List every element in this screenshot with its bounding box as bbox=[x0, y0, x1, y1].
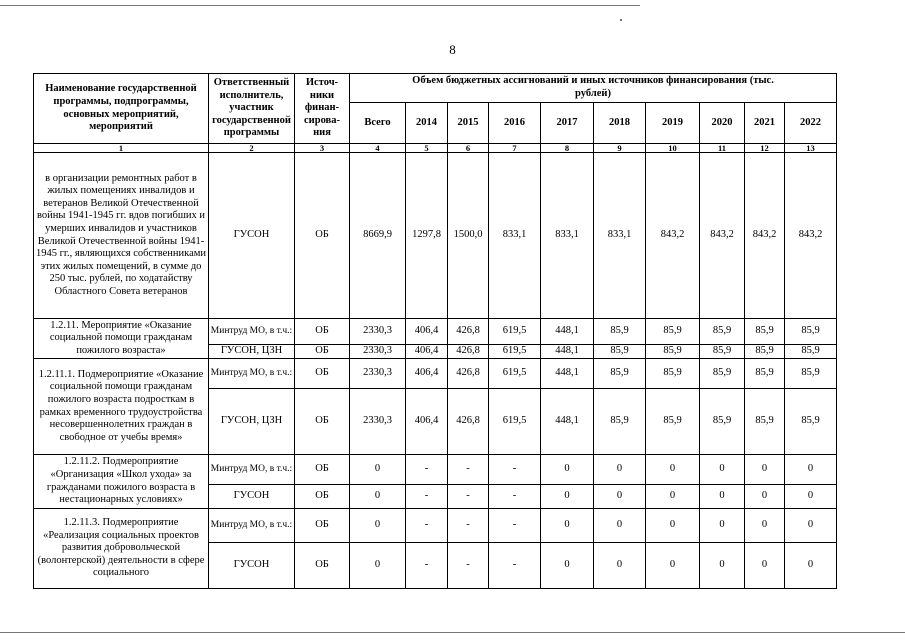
row-total: 2330,3 bbox=[350, 359, 406, 389]
header-year: 2015 bbox=[448, 103, 489, 144]
row-source: ОБ bbox=[295, 455, 350, 485]
row-year-value: 85,9 bbox=[594, 319, 646, 345]
column-number: 1 bbox=[34, 144, 209, 153]
header-total: Всего bbox=[350, 103, 406, 144]
bottom-rule bbox=[0, 632, 905, 633]
row-source: ОБ bbox=[295, 345, 350, 359]
row-year-value: 85,9 bbox=[646, 345, 700, 359]
table-row bbox=[34, 153, 837, 319]
row-year-value: - bbox=[448, 543, 489, 589]
header-year: 2018 bbox=[594, 103, 646, 144]
row-year-value: 0 bbox=[541, 509, 594, 543]
row-year-value: 85,9 bbox=[700, 319, 745, 345]
row-year-value: 0 bbox=[594, 455, 646, 485]
row-year-value: 0 bbox=[785, 509, 837, 543]
row-year-value: 0 bbox=[785, 485, 837, 509]
row-year-value: 0 bbox=[594, 509, 646, 543]
row-year-value: 406,4 bbox=[406, 359, 448, 389]
row-total: 2330,3 bbox=[350, 319, 406, 345]
row-year-value: 0 bbox=[646, 543, 700, 589]
row-year-value: - bbox=[489, 455, 541, 485]
column-number: 7 bbox=[489, 144, 541, 153]
column-number: 11 bbox=[700, 144, 745, 153]
row-year-value: - bbox=[448, 485, 489, 509]
header-source: Источ-ники финан-сирова-ния bbox=[295, 74, 350, 144]
column-number: 5 bbox=[406, 144, 448, 153]
row-year-value: - bbox=[406, 485, 448, 509]
row-name: в организации ремонтных работ в жилых помещениях инвалидов и ветеранов Великой Отечественной войны 1941-1945 гг. вдов погибших и умерших инвалидов и участников Великой Отечественной войны 1941-1945 гг., являющихся собственниками этих жилых помещений, в сумме до 250 тыс. рублей, по ходатайству Областного Совета ветеранов bbox=[34, 153, 209, 319]
row-year-value: 0 bbox=[594, 543, 646, 589]
header-year: 2021 bbox=[745, 103, 785, 144]
row-year-value: 85,9 bbox=[646, 359, 700, 389]
row-year-value: 85,9 bbox=[785, 389, 837, 455]
row-year-value: 0 bbox=[646, 509, 700, 543]
row-executor: Минтруд МО, в т.ч.: bbox=[209, 455, 295, 485]
budget-table bbox=[33, 73, 837, 589]
column-number: 4 bbox=[350, 144, 406, 153]
row-year-value: - bbox=[448, 509, 489, 543]
header-year: 2022 bbox=[785, 103, 837, 144]
row-year-value: 426,8 bbox=[448, 345, 489, 359]
row-executor: Минтруд МО, в т.ч.: bbox=[209, 359, 295, 389]
row-year-value: 0 bbox=[700, 543, 745, 589]
row-year-value: 85,9 bbox=[745, 319, 785, 345]
row-executor: ГУСОН bbox=[209, 485, 295, 509]
row-year-value: 843,2 bbox=[700, 153, 745, 319]
header-name: Наименование государственной программы, подпрограммы, основных мероприятий, мероприятий bbox=[34, 74, 209, 144]
scan-dot bbox=[620, 19, 622, 21]
row-year-value: 1500,0 bbox=[448, 153, 489, 319]
row-year-value: - bbox=[489, 485, 541, 509]
column-number: 2 bbox=[209, 144, 295, 153]
table-row bbox=[34, 359, 837, 389]
row-year-value: 85,9 bbox=[700, 359, 745, 389]
row-year-value: - bbox=[406, 455, 448, 485]
row-year-value: 85,9 bbox=[785, 359, 837, 389]
row-name: 1.2.11.3. Подмероприятие «Реализация социальных проектов развития добровольческой (волонтерской) деятельности в сфере социального bbox=[34, 509, 209, 589]
row-year-value: 406,4 bbox=[406, 345, 448, 359]
row-year-value: 0 bbox=[745, 485, 785, 509]
row-year-value: 619,5 bbox=[489, 345, 541, 359]
row-year-value: 426,8 bbox=[448, 359, 489, 389]
row-name: 1.2.11.2. Подмероприятие «Организация «Школ ухода» за гражданами пожилого возраста в нестационарных условиях» bbox=[34, 455, 209, 509]
row-year-value: 0 bbox=[541, 455, 594, 485]
row-year-value: 0 bbox=[541, 543, 594, 589]
header-year: 2014 bbox=[406, 103, 448, 144]
row-year-value: 85,9 bbox=[594, 359, 646, 389]
row-executor: Минтруд МО, в т.ч.: bbox=[209, 509, 295, 543]
row-executor: ГУСОН bbox=[209, 153, 295, 319]
header-executor: Ответственный исполнитель, участник государственной программы bbox=[209, 74, 295, 144]
row-total: 2330,3 bbox=[350, 345, 406, 359]
row-year-value: 619,5 bbox=[489, 319, 541, 345]
row-year-value: 85,9 bbox=[594, 345, 646, 359]
row-year-value: 85,9 bbox=[594, 389, 646, 455]
page-number: 8 bbox=[449, 42, 456, 57]
row-year-value: 0 bbox=[646, 485, 700, 509]
row-year-value: 85,9 bbox=[785, 319, 837, 345]
table-row bbox=[34, 455, 837, 485]
row-year-value: 833,1 bbox=[594, 153, 646, 319]
row-year-value: 85,9 bbox=[745, 359, 785, 389]
row-year-value: 833,1 bbox=[541, 153, 594, 319]
row-year-value: 85,9 bbox=[700, 345, 745, 359]
row-year-value: 448,1 bbox=[541, 345, 594, 359]
row-year-value: 448,1 bbox=[541, 319, 594, 345]
row-year-value: - bbox=[406, 543, 448, 589]
header-volume: Объем бюджетных ассигнований и иных источников финансирования (тыс. рублей) bbox=[350, 74, 837, 103]
row-year-value: 0 bbox=[646, 455, 700, 485]
column-number-row bbox=[34, 144, 837, 153]
row-name: 1.2.11. Мероприятие «Оказание социальной помощи гражданам пожилого возраста» bbox=[34, 319, 209, 359]
table-row bbox=[34, 509, 837, 543]
row-total: 2330,3 bbox=[350, 389, 406, 455]
row-year-value: 1297,8 bbox=[406, 153, 448, 319]
row-year-value: 85,9 bbox=[745, 345, 785, 359]
row-total: 8669,9 bbox=[350, 153, 406, 319]
row-year-value: 0 bbox=[745, 543, 785, 589]
row-source: ОБ bbox=[295, 389, 350, 455]
table-row bbox=[34, 319, 837, 345]
row-year-value: - bbox=[448, 455, 489, 485]
column-number: 13 bbox=[785, 144, 837, 153]
row-year-value: 85,9 bbox=[646, 389, 700, 455]
column-number: 8 bbox=[541, 144, 594, 153]
row-year-value: 843,2 bbox=[745, 153, 785, 319]
row-year-value: 833,1 bbox=[489, 153, 541, 319]
header-year: 2017 bbox=[541, 103, 594, 144]
row-executor: ГУСОН, ЦЗН bbox=[209, 389, 295, 455]
row-year-value: - bbox=[489, 543, 541, 589]
row-source: ОБ bbox=[295, 509, 350, 543]
row-year-value: 85,9 bbox=[745, 389, 785, 455]
row-source: ОБ bbox=[295, 319, 350, 345]
column-number: 9 bbox=[594, 144, 646, 153]
column-number: 6 bbox=[448, 144, 489, 153]
row-year-value: 619,5 bbox=[489, 389, 541, 455]
top-rule bbox=[0, 5, 640, 6]
row-total: 0 bbox=[350, 509, 406, 543]
column-number: 10 bbox=[646, 144, 700, 153]
row-year-value: 0 bbox=[745, 455, 785, 485]
column-number: 3 bbox=[295, 144, 350, 153]
header-year: 2019 bbox=[646, 103, 700, 144]
row-year-value: 0 bbox=[700, 509, 745, 543]
row-year-value: 426,8 bbox=[448, 319, 489, 345]
row-total: 0 bbox=[350, 543, 406, 589]
row-year-value: 448,1 bbox=[541, 389, 594, 455]
row-year-value: 0 bbox=[745, 509, 785, 543]
column-number: 12 bbox=[745, 144, 785, 153]
row-year-value: 406,4 bbox=[406, 319, 448, 345]
header-row-1 bbox=[34, 74, 837, 103]
row-year-value: 619,5 bbox=[489, 359, 541, 389]
row-name: 1.2.11.1. Подмероприятие «Оказание социальной помощи гражданам пожилого возраста подросткам в рамках временного трудоустройства несовершеннолетних граждан в свободное от учебы время» bbox=[34, 359, 209, 455]
row-total: 0 bbox=[350, 485, 406, 509]
row-year-value: 0 bbox=[700, 485, 745, 509]
row-year-value: 0 bbox=[594, 485, 646, 509]
row-year-value: 0 bbox=[700, 455, 745, 485]
row-year-value: 0 bbox=[785, 543, 837, 589]
row-source: ОБ bbox=[295, 359, 350, 389]
row-executor: ГУСОН bbox=[209, 543, 295, 589]
row-source: ОБ bbox=[295, 153, 350, 319]
header-year: 2016 bbox=[489, 103, 541, 144]
row-year-value: - bbox=[406, 509, 448, 543]
row-executor: Минтруд МО, в т.ч.: bbox=[209, 319, 295, 345]
row-year-value: 843,2 bbox=[785, 153, 837, 319]
row-year-value: 85,9 bbox=[785, 345, 837, 359]
row-year-value: 0 bbox=[785, 455, 837, 485]
row-year-value: 85,9 bbox=[700, 389, 745, 455]
row-year-value: 0 bbox=[541, 485, 594, 509]
row-year-value: 406,4 bbox=[406, 389, 448, 455]
row-source: ОБ bbox=[295, 543, 350, 589]
row-total: 0 bbox=[350, 455, 406, 485]
row-year-value: 448,1 bbox=[541, 359, 594, 389]
row-year-value: 843,2 bbox=[646, 153, 700, 319]
row-source: ОБ bbox=[295, 485, 350, 509]
row-year-value: 426,8 bbox=[448, 389, 489, 455]
row-year-value: 85,9 bbox=[646, 319, 700, 345]
row-executor: ГУСОН, ЦЗН bbox=[209, 345, 295, 359]
header-year: 2020 bbox=[700, 103, 745, 144]
row-year-value: - bbox=[489, 509, 541, 543]
